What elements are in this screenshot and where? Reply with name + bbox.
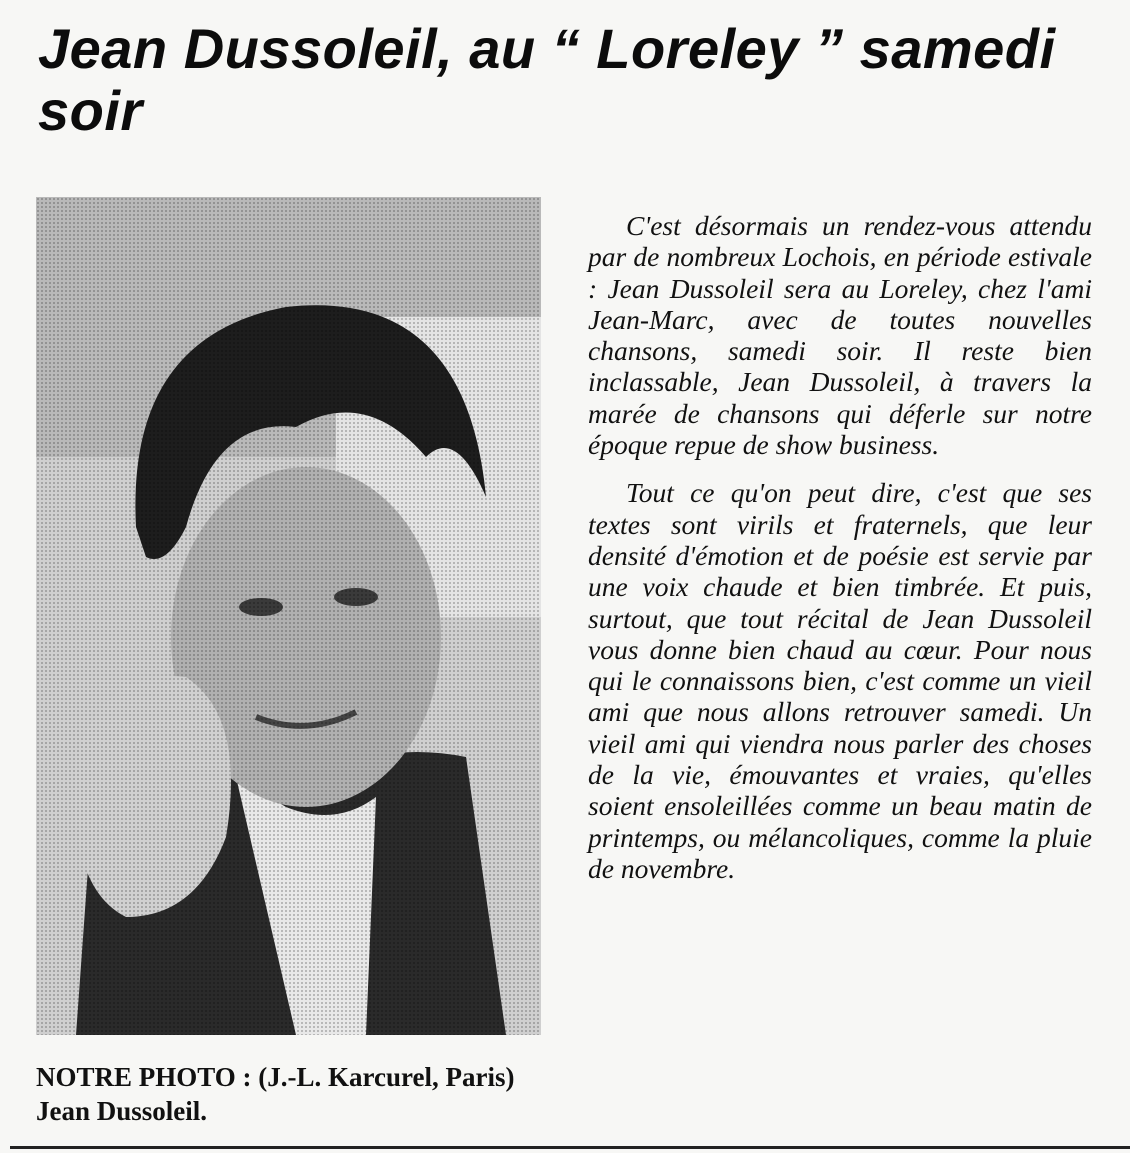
paragraph-2: Tout ce qu'on peut dire, c'est que ses textes sont virils et fraternels, que leur densité d'émotion et de poésie est servie par une voix chaude et bien timbrée. Et puis, surtout, que tout récital de Jean Dussoleil vous donne bien chaud au cœur. Pour nous qui le connaissons bien, c'est comme un vieil ami que nous allons retrouver samedi. Un vieil ami qui viendra nous parler des choses de la vie, émouvantes et vraies, qu'elles soient ensoleillées comme un beau matin de printemps, ou mélancoliques, comme la pluie de novembre.: [588, 477, 1092, 884]
bottom-rule: [10, 1146, 1130, 1149]
portrait-photo: [36, 197, 541, 1035]
headline: Jean Dussoleil, au “ Loreley ” samedi soir: [38, 17, 1056, 142]
article-body: [588, 210, 1092, 884]
photo-caption: NOTRE PHOTO : (J.-L. Karcurel, Paris) Jean Dussoleil.: [36, 1062, 515, 1126]
paragraph-1: C'est désormais un rendez-vous attendu par de nombreux Lochois, en période estivale : Jean Dussoleil sera au Loreley, chez l'ami Jean-Marc, avec de toutes nouvelles chansons, samedi soir. Il reste bien inclassable, Jean Dussoleil, à travers la marée de chansons qui déferle sur notre époque repue de show business.: [588, 210, 1092, 461]
